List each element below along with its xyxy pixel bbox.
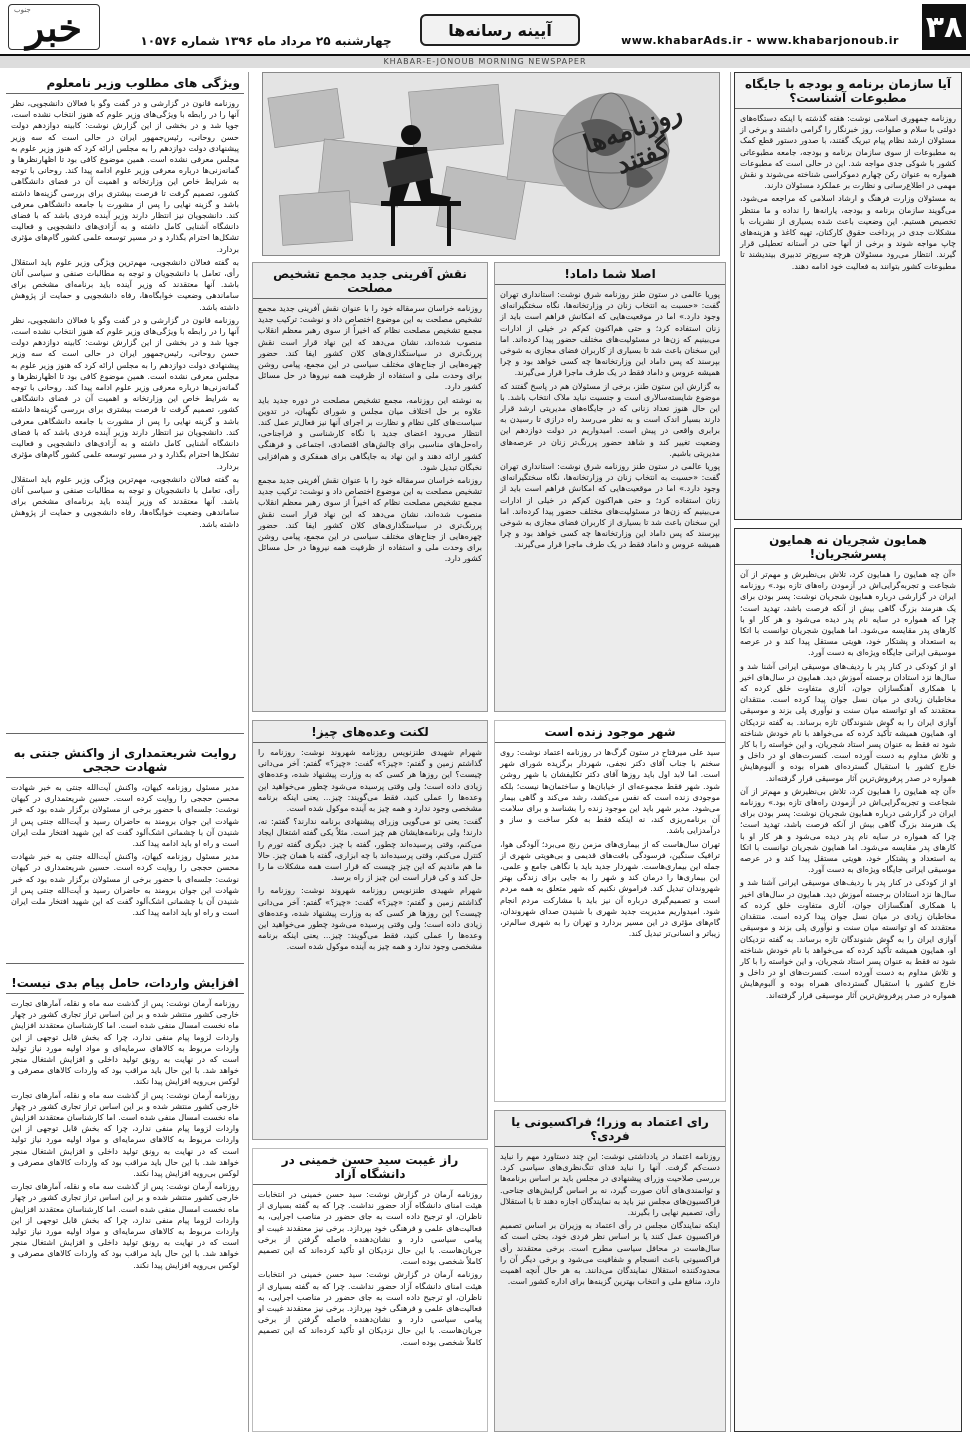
column-divider bbox=[248, 72, 249, 1432]
article-sazman bbox=[734, 72, 962, 520]
article-maslahat bbox=[252, 262, 488, 712]
section-title: آیینه رسانه‌ها bbox=[420, 14, 580, 46]
article-lakkant bbox=[252, 720, 488, 1140]
article-headline: رای اعتماد به وزرا؛ فراکسیونی یا فردی؟ bbox=[495, 1111, 725, 1147]
article-headline: نقش آفرینی جدید مجمع تشخیص مصلحت bbox=[253, 263, 487, 299]
article-headline: روایت شریعتمداری از واکنش جنتی به شهادت حججی bbox=[6, 742, 244, 778]
page-number: ۳۸ bbox=[922, 4, 966, 50]
logo-subtitle: جنوب bbox=[14, 6, 31, 14]
article-headline: همایون شجریان نه همایون پسرشجریان! bbox=[735, 529, 961, 565]
article-body: روزنامه جمهوری اسلامی نوشت: هفته گذشته با اینکه دستگاه‌های دولتی با سلام و صلوات، روز خبرنگار را گرامی داشتند و برخی از مسئولان ارشد نظام پیام تبریک گفتند، با صدور دستور قطع کمک به مطبوعات از سوی سازمان برنامه و بودجه، جامعه مطبوعاتی کشور با شوکی جدی مواجه شد. این در حالی است که مطبوعات همواره به عنوان رکن چهارم دموکراسی شناخته می‌شوند و نقش مهمی در اطلاع‌رسانی و نظارت بر عملکرد مسئولان دارند. به مسئولان وزارت فرهنگ و ارشاد اسلامی که مراجعه می‌شود، می‌گویند سازمان برنامه و بودجه، یارانه‌ها را نداده و ما منتظر تخصیص هستیم. این وضعیت باعث شده بسیاری از نشریات با مشکلات جدی در پرداخت حقوق کارکنان، تهیه کاغذ و هزینه‌های چاپ مواجه شوند و برخی از آنها حتی در آستانه تعطیلی قرار گیرند. انتظار می‌رود مسئولان هرچه سریع‌تر تدبیری بیندیشند تا مطبوعات کشور بتوانند به فعالیت خود ادامه دهند. bbox=[740, 114, 956, 271]
article-body: «آن چه همایون را همایون کرد، تلاش بی‌نظیرش و مهم‌تر از آن شجاعت و تجربه‌گرایی‌اش در آزمودن راه‌های تازه بود.» روزنامه ایران در گزارشی درباره همایون شجریان نوشت: پسر بودن برای یک هنرمند بزرگ گاهی بیش از آنکه فرصت باشد، تهدید است؛ چرا که همواره در سایه نام پدر دیده می‌شود و هر کار او با کارهای پدر مقایسه می‌شود. اما همایون شجریان توانست با اتکا به استعداد و پشتکار خود، هویتی مستقل پیدا کند و در عرصه موسیقی ایرانی جایگاه ویژه‌ای به دست آورد. او از کودکی در کنار پدر با ردیف‌های موسیقی ایرانی آشنا شد و سال‌ها نزد استادان برجسته آموزش دید. همایون در سال‌های اخیر با همکاری آهنگسازان جوان، آثاری متفاوت خلق کرده که مخاطبان زیادی در میان نسل جوان پیدا کرده است. منتقدان معتقدند که او توانسته میان سنت و نوآوری پلی بزند و موسیقی آوازی ایران را به گوش شنوندگان تازه برساند. به گفته نزدیکان او، همایون همیشه تأکید کرده که می‌خواهد با نام خودش شناخته شود نه فقط به عنوان پسر استاد شجریان، و این خواسته را با کار و تلاش مداوم به دست آورده است. کنسرت‌های او در داخل و خارج کشور با استقبال گسترده‌ای همراه بوده و آلبوم‌هایش همواره در صدر پرفروش‌ترین آثار موسیقی قرار گرفته‌اند. «آن چه همایون را همایون کرد، تلاش بی‌نظیرش و مهم‌تر از آن شجاعت و تجربه‌گرایی‌اش در آزمودن راه‌های تازه بود.» روزنامه ایران در گزارشی درباره همایون شجریان نوشت: پسر بودن برای یک هنرمند بزرگ گاهی بیش از آنکه فرصت باشد، تهدید است؛ چرا که همواره در سایه نام پدر دیده می‌شود و هر کار او با کارهای پدر مقایسه می‌شود. اما همایون شجریان توانست با اتکا به استعداد و پشتکار خود، هویتی مستقل پیدا کند و در عرصه موسیقی ایرانی جایگاه ویژه‌ای به دست آورد. او از کودکی در کنار پدر با ردیف‌های موسیقی ایرانی آشنا شد و سال‌ها نزد استادان برجسته آموزش دید. همایون در سال‌های اخیر با همکاری آهنگسازان جوان، آثاری متفاوت خلق کرده که مخاطبان زیادی در میان نسل جوان پیدا کرده است. منتقدان معتقدند که او توانسته میان سنت و نوآوری پلی بزند و موسیقی آوازی ایران را به گوش شنوندگان تازه برساند. به گفته نزدیکان او، همایون همیشه تأکید کرده که می‌خواهد با نام خودش شناخته شود نه فقط به عنوان پسر استاد شجریان، و این خواسته را با کار و تلاش مداوم به دست آورده است. کنسرت‌های او در داخل و خارج کشور با استقبال گسترده‌ای همراه بوده و آلبوم‌هایش همواره در صدر پرفروش‌ترین آثار موسیقی قرار گرفته‌اند. bbox=[740, 570, 956, 1000]
article-headline: اصلا شما داماد! bbox=[495, 263, 725, 285]
article-vardat bbox=[6, 972, 244, 1432]
issue-date-line: چهارشنبه ۲۵ مرداد ماه ۱۳۹۶ شماره ۱۰۵۷۶ bbox=[140, 34, 392, 48]
logo-text: خبر bbox=[26, 4, 82, 50]
article-headline: آیا سازمان برنامه و بودجه با جایگاه مطبوعات آشناست؟ bbox=[735, 73, 961, 109]
article-raye bbox=[494, 1110, 726, 1432]
article-body: مدیر مسئول روزنامه کیهان، واکنش آیت‌الله جنتی به خبر شهادت محسن حججی را روایت کرده است. حسین شریعتمداری در کیهان نوشت: جلسه‌ای با حضور برخی از مسئولان برگزار شده بود که خبر شهادت این جوان برومند به حاضران رسید و آیت‌الله جنتی پس از شنیدن آن با چشمانی اشک‌آلود گفت که این شهید افتخار ملت ایران است و راه او باید ادامه پیدا کند. مدیر مسئول روزنامه کیهان، واکنش آیت‌الله جنتی به خبر شهادت محسن حججی را روایت کرده است. حسین شریعتمداری در کیهان نوشت: جلسه‌ای با حضور برخی از مسئولان برگزار شده بود که خبر شهادت این جوان برومند به حاضران رسید و آیت‌الله جنتی پس از شنیدن آن با چشمانی اشک‌آلود گفت که این شهید افتخار ملت ایران است و راه او باید ادامه پیدا کند. bbox=[11, 783, 239, 918]
article-headline: ویژگی های مطلوب وزیر نامعلوم bbox=[6, 72, 244, 94]
article-damad bbox=[494, 262, 726, 712]
article-body: روزنامه آرمان در گزارش نوشت: سید حسن خمینی در انتخابات هیئت امنای دانشگاه آزاد حضور نداشت. چرا که به گفته بسیاری از ناظران، او ترجیح داده است به جای حضور در مناصب اجرایی، به فعالیت‌های علمی و فرهنگی خود بپردازد. برخی نیز معتقدند غیبت او پیامی سیاسی دارد و نشان‌دهنده فاصله گرفتن از برخی جریان‌هاست. با این حال نزدیکان او تأکید کرده‌اند که این تصمیم کاملاً شخصی بوده است. روزنامه آرمان در گزارش نوشت: سید حسن خمینی در انتخابات هیئت امنای دانشگاه آزاد حضور نداشت. چرا که به گفته بسیاری از ناظران، او ترجیح داده است به جای حضور در مناصب اجرایی، به فعالیت‌های علمی و فرهنگی خود بپردازد. برخی نیز معتقدند غیبت او پیامی سیاسی دارد و نشان‌دهنده فاصله گرفتن از برخی جریان‌هاست. با این حال نزدیکان او تأکید کرده‌اند که این تصمیم کاملاً شخصی بوده است. bbox=[258, 1190, 482, 1347]
article-vezarat bbox=[6, 72, 244, 734]
header-photo bbox=[262, 72, 720, 256]
article-body: روزنامه قانون در گزارشی و در گفت وگو با فعالان دانشجویی، نظر آنها را در رابطه با ویژگی‌های وزیر علوم که هنوز انتخاب نشده است، جویا شد و در بخشی از این گزارش نوشت: کابینه دوازدهم دولت حسن روحانی، رئیس‌جمهور ایران در حالی است که سه وزیر پیشنهادی دولت دوازدهم را به مجلس ارائه کرد که هنوز وزیر علوم به مجلس معرفی نشده است. همین موضوع کافی بود تا اظهارنظرها و گمانه‌زنی‌ها درباره معرفی وزیر علوم ادامه پیدا کند. روحانی با توجه به شرایط خاص این وزارتخانه و اهمیت آن در فضای دانشگاهی کشور، تصمیم گرفت تا فرصت بیشتری برای بررسی گزینه‌ها داشته باشد و گزینه نهایی را پس از مشورت با جامعه دانشگاهی معرفی کند. دانشجویان نیز انتظار دارند وزیر آینده فردی باشد که با فضای دانشگاه آشنایی کامل داشته و به آزادی‌های دانشجویی و فعالیت تشکل‌ها احترام بگذارد و در مسیر توسعه علمی کشور گام‌های مؤثری بردارد. به گفته فعالان دانشجویی، مهم‌ترین ویژگی وزیر علوم باید استقلال رأی، تعامل با دانشجویان و توجه به مطالبات صنفی و سیاسی آنان باشد. آنها معتقدند که وزیر آینده باید برنامه‌ای مشخص برای ساماندهی وضعیت خوابگاه‌ها، رفاه دانشجویی و حمایت از پژوهش داشته باشد. روزنامه قانون در گزارشی و در گفت وگو با فعالان دانشجویی، نظر آنها را در رابطه با ویژگی‌های وزیر علوم که هنوز انتخاب نشده است، جویا شد و در بخشی از این گزارش نوشت: کابینه دوازدهم دولت حسن روحانی، رئیس‌جمهور ایران در حالی است که سه وزیر پیشنهادی دولت دوازدهم را به مجلس ارائه کرد که هنوز وزیر علوم به مجلس معرفی نشده است. همین موضوع کافی بود تا اظهارنظرها و گمانه‌زنی‌ها درباره معرفی وزیر علوم ادامه پیدا کند. روحانی با توجه به شرایط خاص این وزارتخانه و اهمیت آن در فضای دانشگاهی کشور، تصمیم گرفت تا فرصت بیشتری برای بررسی گزینه‌ها داشته باشد و گزینه نهایی را پس از مشورت با جامعه دانشگاهی معرفی کند. دانشجویان نیز انتظار دارند وزیر آینده فردی باشد که با فضای دانشگاه آشنایی کامل داشته و به آزادی‌های دانشجویی و فعالیت تشکل‌ها احترام بگذارد و در مسیر توسعه علمی کشور گام‌های مؤثری بردارد. به گفته فعالان دانشجویی، مهم‌ترین ویژگی وزیر علوم باید استقلال رأی، تعامل با دانشجویان و توجه به مطالبات صنفی و سیاسی آنان باشد. آنها معتقدند که وزیر آینده باید برنامه‌ای مشخص برای ساماندهی وضعیت خوابگاه‌ها، رفاه دانشجویی و حمایت از پژوهش داشته باشد. bbox=[11, 99, 239, 529]
article-body: شهرام شهیدی طنزنویس روزنامه شهروند نوشت: روزنامه را گذاشتم زمین و گفتم: «چیز؟» گفت: «چیز؟» گفتم: آخر می‌دانی چیست؟ این روزها هر کسی که به وزارت پیشنهاد شده، وعده‌های زیادی داده است؛ ولی وقتی پرسیده می‌شود چطور می‌خواهید این وعده‌ها را عملی کنید، فقط می‌گویند: چیز... یعنی اینکه برنامه مشخصی وجود ندارد و همه چیز به آینده موکول شده است. گفت: یعنی تو می‌گویی وزرای پیشنهادی برنامه ندارند؟ گفتم: نه، دارند! ولی برنامه‌هایشان هم چیز است. مثلاً یکی گفته اشتغال ایجاد می‌کنم، وقتی پرسیده‌اند چطور، گفته با چیز. دیگری گفته تورم را کنترل می‌کنم، وقتی پرسیده‌اند با چه ابزاری، گفته با همان چیز. حالا ما هم ماندیم که این چیز چیست که قرار است همه مشکلات ما را حل کند و کی قرار است این چیز از راه برسد. شهرام شهیدی طنزنویس روزنامه شهروند نوشت: روزنامه را گذاشتم زمین و گفتم: «چیز؟» گفت: «چیز؟» گفتم: آخر می‌دانی چیست؟ این روزها هر کسی که به وزارت پیشنهاد شده، وعده‌های زیادی داده است؛ ولی وقتی پرسیده می‌شود چطور می‌خواهید این وعده‌ها را عملی کنید، فقط می‌گویند: چیز... یعنی اینکه برنامه مشخصی وجود ندارد و همه چیز به آینده موکول شده است. bbox=[258, 748, 482, 952]
article-body: روزنامه اعتماد در یادداشتی نوشت: این چند دستاورد مهم را نباید دست‌کم گرفت. آنها را نباید فدای تنگ‌نظری‌های سیاسی کرد. بررسی صلاحیت وزرای پیشنهادی در مجلس باید بر اساس برنامه‌ها و توانمندی‌های آنان صورت گیرد، نه بر اساس گرایش‌های جناحی. فراکسیون‌های مجلس نیز باید به نمایندگان اجازه دهند تا با استقلال رأی، تصمیم نهایی را بگیرند. اینکه نمایندگان مجلس در رأی اعتماد به وزیران بر اساس تصمیم فراکسیون عمل کنند یا بر اساس نظر فردی خود، بحثی است که سال‌هاست در محافل سیاسی مطرح است. برخی معتقدند رأی فراکسیونی باعث انسجام و شفافیت می‌شود و برخی دیگر آن را محدودکننده استقلال نمایندگان می‌دانند. به هر حال آنچه اهمیت دارد، منافع ملی و انتخاب بهترین گزینه‌ها برای اداره کشور است. bbox=[500, 1152, 720, 1287]
tagline-strip: KHABAR-E-JONOUB MORNING NEWSPAPER bbox=[0, 56, 970, 68]
article-body: سید علی میرفتاح در ستون گرگ‌ها در روزنامه اعتماد نوشت: روی سخنم با جناب آقای دکتر نجفی، شهردار برگزیده شورای شهر است. اما لابد اول باید روزها آقای دکتر تکلیفشان با شهر روشن شود. شهر فقط مجموعه‌ای از خیابان‌ها و ساختمان‌ها نیست؛ بلکه موجودی زنده است که نفس می‌کشد، رشد می‌کند و گاهی بیمار می‌شود. مدیر شهر باید این موجود زنده را بشناسد و برای سلامت آن برنامه‌ریزی کند، نه اینکه فقط به فکر ساخت و ساز و درآمدزایی باشد. تهران سال‌هاست که از بیماری‌های مزمن رنج می‌برد؛ آلودگی هوا، ترافیک سنگین، فرسودگی بافت‌های قدیمی و بی‌هویتی شهری از جمله این بیماری‌هاست. شهردار جدید باید با نگاهی جامع و علمی، این بیماری‌ها را درمان کند و شهر را به جایی برای زندگی بهتر شهروندان تبدیل کند. فراموش نکنیم که شهر متعلق به همه مردم است و تصمیم‌گیری درباره آن نیز باید با مشارکت مردم انجام شود. امیدواریم مدیریت جدید شهری با شنیدن صدای شهروندان، گام‌های مؤثری در این مسیر بردارد و تهران را به شهری سالم‌تر، زیباتر و انسانی‌تر تبدیل کند. bbox=[500, 748, 720, 939]
article-headline: راز غیبت سید حسن خمینی در دانشگاه آزاد bbox=[253, 1149, 487, 1185]
article-body: پوریا عالمی در ستون طنز روزنامه شرق نوشت: استانداری تهران گفت: «حسبت به انتخاب زنان در وزارتخانه‌ها، نگاه سختگیرانه‌ای وجود دارد.» اما در موقعیت‌هایی که امکانش فراهم است باید از زنان استفاده کرد؛ و حتی هم‌اکنون کم‌کم در خیلی از ادارات می‌بینیم که زن‌ها در مسئولیت‌های مختلف حضور پیدا کرده‌اند. اما این سخنان باعث شد تا بسیاری از کاربران فضای مجازی به شوخی بپرسند که پس داماد این وزارتخانه‌ها چه کسی خواهد بود و چرا همیشه عروس و داماد فقط در یک طرف ماجرا قرار می‌گیرند. به گزارش این ستون طنز، برخی از مسئولان هم در پاسخ گفتند که موضوع شایسته‌سالاری است و جنسیت نباید ملاک انتخاب باشد. با این حال هنوز تعداد زنانی که در جایگاه‌های مدیریتی ارشد قرار دارند بسیار اندک است و به نظر می‌رسد راه درازی تا رسیدن به برابری واقعی در پیش است. امیدواریم در دولت دوازدهم این وضعیت تغییر کند و شاهد حضور پررنگ‌تر زنان در عرصه‌های مدیریتی باشیم. پوریا عالمی در ستون طنز روزنامه شرق نوشت: استانداری تهران گفت: «حسبت به انتخاب زنان در وزارتخانه‌ها، نگاه سختگیرانه‌ای وجود دارد.» اما در موقعیت‌هایی که امکانش فراهم است باید از زنان استفاده کرد؛ و حتی هم‌اکنون کم‌کم در خیلی از ادارات می‌بینیم که زن‌ها در مسئولیت‌های مختلف حضور پیدا کرده‌اند. اما این سخنان باعث شد تا بسیاری از کاربران فضای مجازی به شوخی بپرسند که پس داماد این وزارتخانه‌ها چه کسی خواهد بود و چرا همیشه عروس و داماد فقط در یک طرف ماجرا قرار می‌گیرند. bbox=[500, 290, 720, 550]
column-divider bbox=[730, 72, 731, 1432]
article-headline: لکنت وعده‌های چیز! bbox=[253, 721, 487, 743]
article-headline: شهر موجود زنده است bbox=[495, 721, 725, 743]
article-body: روزنامه خراسان سرمقاله خود را با عنوان نقش آفرینی جدید مجمع تشخیص مصلحت به این موضوع اختصاص داد و نوشت: ترکیب جدید مجمع تشخیص مصلحت نظام که اخیراً از سوی رهبر معظم انقلاب منصوب شده‌اند، نشان می‌دهد که این نهاد قرار است نقش پررنگ‌تری در سیاستگذاری‌های کلان کشور ایفا کند. حضور چهره‌هایی از جناح‌های مختلف سیاسی در این مجمع، پیامی روشن برای وحدت ملی و استفاده از ظرفیت همه نیروها در حل مسائل کشور دارد. به نوشته این روزنامه، مجمع تشخیص مصلحت در دوره جدید باید علاوه بر حل اختلاف میان مجلس و شورای نگهبان، در تدوین سیاست‌های کلی نظام و نظارت بر اجرای آنها نیز فعال‌تر عمل کند. انتظار می‌رود اعضای جدید با نگاه کارشناسی و فراجناحی، راه‌حل‌های مناسبی برای چالش‌های اقتصادی، اجتماعی و فرهنگی کشور ارائه دهند و این نهاد به جایگاهی برای همفکری و هم‌افزایی نخبگان تبدیل شود. روزنامه خراسان سرمقاله خود را با عنوان نقش آفرینی جدید مجمع تشخیص مصلحت به این موضوع اختصاص داد و نوشت: ترکیب جدید مجمع تشخیص مصلحت نظام که اخیراً از سوی رهبر معظم انقلاب منصوب شده‌اند، نشان می‌دهد که این نهاد قرار است نقش پررنگ‌تری در سیاستگذاری‌های کلان کشور ایفا کند. حضور چهره‌هایی از جناح‌های مختلف سیاسی در این مجمع، پیامی روشن برای وحدت ملی و استفاده از ظرفیت همه نیروها در حل مسائل کشور دارد. bbox=[258, 304, 482, 564]
masthead bbox=[0, 0, 970, 56]
article-headline: افزایش واردات، حامل پیام بدی نیست! bbox=[6, 972, 244, 994]
article-khomeini bbox=[252, 1148, 488, 1432]
website-urls[interactable]: www.khabarAds.ir - www.khabarjonoub.ir bbox=[621, 34, 899, 47]
article-hamayoun bbox=[734, 528, 962, 1432]
photo-overlay-title: روزنامه‌ها گفتند bbox=[579, 97, 687, 181]
article-shahr bbox=[494, 720, 726, 1102]
article-hajji bbox=[6, 742, 244, 964]
article-body: روزنامه آرمان نوشت: پس از گذشت سه ماه و نقله، آمارهای تجارت خارجی کشور منتشر شده و بر این اساس تراز تجاری کشور در چهار ماه نخست امسال منفی شده است. اما کارشناسان معتقدند افزایش واردات لزوما پیام منفی ندارد، چرا که بخش قابل توجهی از این واردات مربوط به کالاهای سرمایه‌ای و مواد اولیه مورد نیاز تولید است که در نهایت به رونق تولید داخلی و افزایش اشتغال منجر خواهد شد. با این حال باید مراقب بود که واردات کالاهای مصرفی و لوکس بی‌رویه افزایش پیدا نکند. روزنامه آرمان نوشت: پس از گذشت سه ماه و نقله، آمارهای تجارت خارجی کشور منتشر شده و بر این اساس تراز تجاری کشور در چهار ماه نخست امسال منفی شده است. اما کارشناسان معتقدند افزایش واردات لزوما پیام منفی ندارد، چرا که بخش قابل توجهی از این واردات مربوط به کالاهای سرمایه‌ای و مواد اولیه مورد نیاز تولید است که در نهایت به رونق تولید داخلی و افزایش اشتغال منجر خواهد شد. با این حال باید مراقب بود که واردات کالاهای مصرفی و لوکس بی‌رویه افزایش پیدا نکند. روزنامه آرمان نوشت: پس از گذشت سه ماه و نقله، آمارهای تجارت خارجی کشور منتشر شده و بر این اساس تراز تجاری کشور در چهار ماه نخست امسال منفی شده است. اما کارشناسان معتقدند افزایش واردات لزوما پیام منفی ندارد، چرا که بخش قابل توجهی از این واردات مربوط به کالاهای سرمایه‌ای و مواد اولیه مورد نیاز تولید است که در نهایت به رونق تولید داخلی و افزایش اشتغال منجر خواهد شد. با این حال باید مراقب بود که واردات کالاهای مصرفی و لوکس بی‌رویه افزایش پیدا نکند. bbox=[11, 999, 239, 1270]
